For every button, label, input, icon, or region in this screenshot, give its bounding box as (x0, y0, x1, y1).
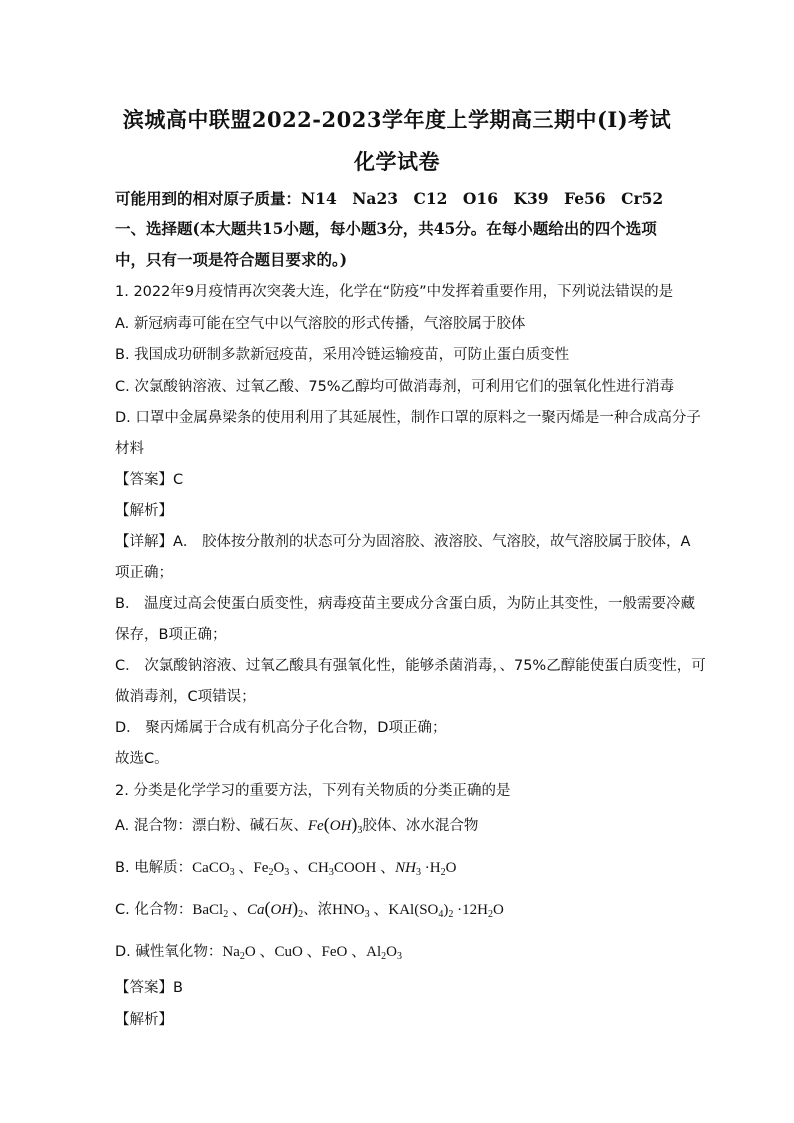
formula-fe-oh-3: $Fe(OH)_3$ (307, 814, 363, 836)
section-heading-line2: 中，只有一项是符合题目要求的。) (115, 250, 348, 269)
atomic-masses: 可能用到的相对原子质量：N14 Na23 C12 O16 K39 Fe56 Cr52 (115, 189, 664, 208)
q2-option-d (115, 940, 690, 962)
section-heading-line1: 一、选择题(本大题共15小题，每小题3分，共45分。在每小题给出的四个选项 (115, 219, 657, 238)
formula-basic-oxides: $Na_2O$ 、CuO 、FeO 、$Al_2O_3$ (222, 944, 402, 962)
formula-compounds-2: $HNO_3$ 、$KAl(SO_4)_2 \cdot 12H_2O$ (332, 902, 504, 920)
q2-analysis-label: 【解析】 (115, 1012, 173, 1028)
formula-compounds-1: BaCl$_2$ 、$Ca(OH)_2$ (192, 898, 304, 920)
q1-detail-c-line1: C． 次氯酸钠溶液、过氧乙酸具有强氧化性，能够杀菌消毒，、75%乙醇能使蛋白质变性，可 (115, 658, 706, 674)
q2-option-b (115, 856, 690, 878)
q1-answer: 【答案】C (115, 472, 184, 488)
q1-detail-c-line2: 做消毒剂，C项错误； (115, 689, 256, 705)
q1-analysis-label: 【解析】 (115, 503, 173, 519)
q1-option-b: B. 我国成功研制多款新冠疫苗，采用冷链运输疫苗，可防止蛋白质变性 (115, 347, 570, 363)
q2-option-d-prefix: D. 碱性氧化物： (115, 944, 223, 960)
q2-answer: 【答案】B (115, 980, 183, 996)
q1-detail-d: D． 聚丙烯属于合成有机高分子化合物，D项正确； (115, 720, 447, 736)
q1-detail-a-line2: 项正确； (115, 565, 173, 581)
q2-stem: 2. 分类是化学学习的重要方法，下列有关物质的分类正确的是 (115, 783, 511, 799)
q1-stem: 1. 2022年9月疫情再次突袭大连，化学在“防疫”中发挥着重要作用，下列说法错误的是 (115, 284, 674, 300)
q1-option-d-line1: D. 口罩中金属鼻梁条的使用利用了其延展性，制作口罩的原料之一聚丙烯是一种合成高分子 (115, 410, 701, 426)
q2-option-c-prefix: C. 化合物： (115, 902, 193, 918)
q1-detail-b-line1: B． 温度过高会使蛋白质变性，病毒疫苗主要成分含蛋白质，为防止其变性，一般需要冷藏 (115, 596, 696, 612)
q1-option-a: A. 新冠病毒可能在空气中以气溶胶的形式传播，气溶胶属于胶体 (115, 316, 526, 332)
q1-option-c: C. 次氯酸钠溶液、过氧乙酸、75%乙醇均可做消毒剂，可利用它们的强氧化性进行消毒 (115, 379, 675, 395)
q1-option-d-line2: 材料 (115, 441, 144, 457)
q2-option-c (115, 898, 690, 920)
q2-option-c-mid: 、浓 (303, 902, 333, 918)
subject-title: 化学试卷 (354, 149, 440, 174)
q2-option-b-prefix: B. 电解质： (115, 860, 193, 876)
q1-detail-a-line1: 【详解】A． 胶体按分散剂的状态可分为固溶胶、液溶胶、气溶胶，故气溶胶属于胶体，A (115, 534, 691, 550)
q1-conclusion: 故选C。 (115, 751, 169, 767)
q1-detail-b-line2: 保存，B项正确； (115, 627, 227, 643)
q2-option-a (115, 814, 690, 836)
q2-option-a-suffix: 胶体、冰水混合物 (362, 818, 479, 834)
q2-option-a-prefix: A. 混合物：漂白粉、碱石灰、 (115, 818, 308, 834)
formula-electrolytes: CaCO$_3$ 、$Fe_2O_3$ 、$CH_3COOH$ 、$NH_3 \cdot H_2O$ (192, 860, 457, 878)
exam-title: 滨城高中联盟2022-2023学年度上学期高三期中(Ⅰ)考试 (122, 107, 672, 132)
